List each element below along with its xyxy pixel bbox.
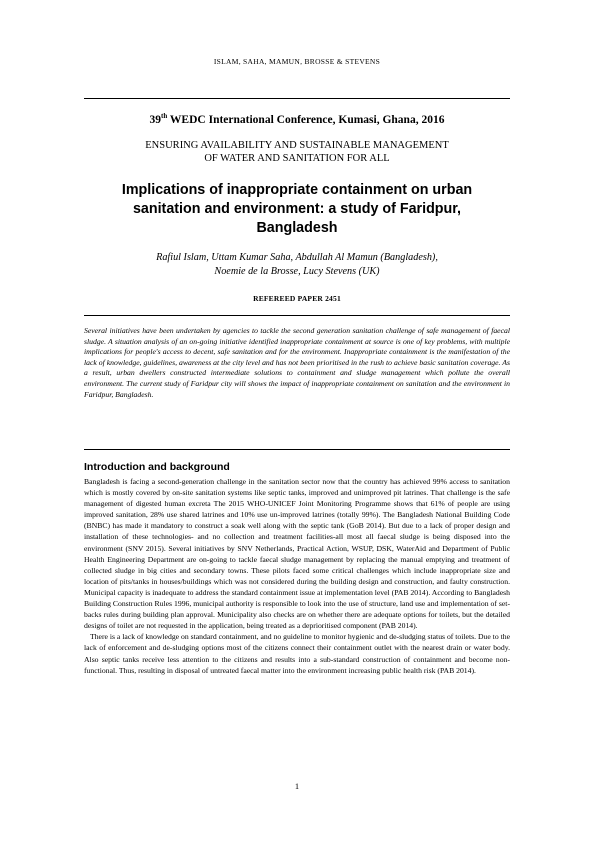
section-heading: Introduction and background: [84, 461, 230, 473]
conference-ordinal-number: 39: [149, 113, 162, 126]
conference-ordinal-suffix: th: [161, 112, 168, 120]
page-number: 1: [294, 781, 300, 791]
section-body: [84, 476, 510, 676]
theme-line-2: OF WATER AND SANITATION FOR ALL: [204, 153, 390, 164]
author-list: [84, 251, 510, 279]
abstract-bottom-rule: [84, 449, 510, 450]
conference-theme: [84, 139, 510, 165]
conference-title: [84, 112, 510, 126]
paper-title: Implications of inappropriate containment on urban sanitation and environment: a study of Faridpur, Bangladesh: [121, 182, 473, 236]
body-paragraph-2: There is a lack of knowledge on standard containment, and no guideline to monitor hygienic and de-sludging status of toilets. Due to the lack of enforcement and de-sludging options most of the citizens connect their containment outlet with the nearest drain or water body. Also septic tanks receive less attention to the citizens and results into a sub-standard construction of containment and become non-functional. Thus, resulting in disposal of untreated faecal matter into the environment increasing public health risk (PAB 2014).: [84, 632, 510, 675]
paper-id: REFEREED PAPER 2451: [253, 294, 341, 303]
conference-name: WEDC International Conference, Kumasi, Ghana, 2016: [167, 113, 445, 126]
abstract: Several initiatives have been undertaken by agencies to tackle the second generation sanitation challenge of safe management of faecal sludge. A situation analysis of an on-going initiative identified inappropriate containment at source is one of key problems, with multiple implications for people's access to decent, safe sanitation and for the environment. Inappropriate containment is the manifestation of the lack of knowledge, guidelines, awareness at the city level and has not been prioritised in the rush to achieve basic sanitation coverage. As a result, urban dwellers constructed intermediate solutions to containment and sludge management which pollute the overall environment. The current study of Faridpur city will shows the impact of inappropriate containment on sanitation and the environment in Faridpur, Bangladesh.: [84, 326, 510, 399]
header-rule: [84, 98, 510, 99]
authors-line-2: Noemie de la Brosse, Lucy Stevens (UK): [214, 266, 380, 277]
body-paragraph-1: Bangladesh is facing a second-generation challenge in the sanitation sector now that the country has achieved 99% access to sanitation which is mostly covered by on-site sanitation systems like septic tanks, improved and unimproved pit latrines. That challenge is the safe management of digested human excreta The 2015 WHO-UNICEF Joint Monitoring Programme shows that 61% of people are using improved sanitation, 28% use shared latrines and 10% use un-improved latrines (totally 99%). The Bangladesh National Building Code (BNBC) has made it mandatory to construct a soak well along with the septic tank (GoB 2014). But due to a lack of proper design and installation of these technologies- and no collection and treatment facilities-all most all faecal sludge is being disposed into the environment (SNV 2015). Several initiatives by SNV Netherlands, Practical Action, WSUP, DSK, WaterAid and Department of Public Health Engineering Department are on-going to tackle faecal sludge management by replacing the manual emptying and treatment of collected sludge in big cities and secondary towns. These pilots faced some critical challenges which include inappropriate size and location of pits/tanks in houses/buildings which was not considered during the building design and construction, and faulty construction. Municipal capacity is inadequate to address the standard containment issue at implementation level (PAB 2014). According to Bangladesh Building Construction Rules 1996, municipal authority is responsible to look into the use of structure, land use and implementation of set-backs rules during building plan approval. Municipality also checks are on whether there are adequate options for toilets, but the detailed designs of toilet are not requested in the application, being treated as a deprioritised component (PAB 2014).: [84, 477, 510, 631]
theme-line-1: ENSURING AVAILABILITY AND SUSTAINABLE MANAGEMENT: [145, 140, 449, 151]
abstract-top-rule: [84, 315, 510, 316]
running-header: ISLAM, SAHA, MAMUN, BROSSE & STEVENS: [213, 57, 381, 66]
authors-line-1: Rafiul Islam, Uttam Kumar Saha, Abdullah Al Mamun (Bangladesh),: [156, 252, 438, 263]
